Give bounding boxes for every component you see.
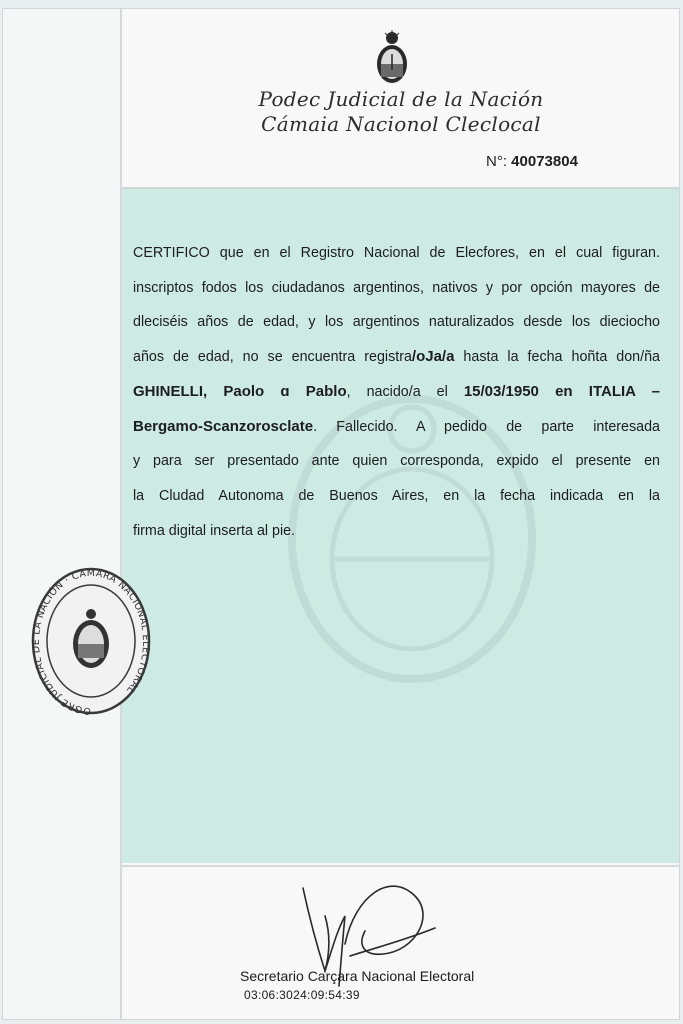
chamber-name: Cámaia Nacionol Cleclocal	[261, 112, 541, 136]
national-crest-icon	[371, 30, 413, 88]
person-name: GHINELLI, Paolo ɑ Pablo	[133, 382, 347, 400]
seal-text: OGRE JUDICIAL DE LA NACIÓN · CAMARA NACIONAL ELECTORAL	[31, 567, 152, 716]
signer-title: Secretario Carçara Nacional Electoral	[240, 968, 475, 984]
signature-timestamp: 03:06:3024:09:54:39	[244, 988, 360, 1002]
court-name: Podec Judicial de la Nación	[258, 87, 544, 111]
certificate-sheet	[2, 8, 680, 1020]
left-margin-strip	[3, 9, 122, 1019]
cert-line: Bergamo-Scanzorosclate. Fallecido. A pedido de parte interesada	[133, 417, 660, 435]
cert-line: años de edad, no se encuentra registra/oJa/a hasta la fecha hoñta don/ña	[133, 348, 660, 366]
certificate-text	[133, 236, 660, 548]
cert-line: la Cludad Autonoma de Buenos Aires, en la fecha indicada en la	[133, 487, 660, 504]
cert-line: inscriptos fodos los ciudadanos argentinos, nativos y por opción mayores de	[133, 279, 660, 296]
cert-line-person: GHINELLI, Paolo ɑ Pablo, nacido/a el 15/03/1950 en ITALIA –	[133, 382, 661, 400]
cert-line: CERTIFICO que en el Registro Nacional de Elecfores, en el cual figuran.	[133, 245, 660, 261]
certificate-number	[486, 153, 578, 170]
number-label: N°:	[486, 153, 507, 170]
birth-town: Bergamo-Scanzorosclate	[133, 417, 314, 435]
number-value: 40073804	[511, 153, 578, 170]
birth-date-place: 15/03/1950 en ITALIA –	[463, 382, 661, 400]
cert-line: dleciséis años de edad, y los argentinos naturalizados desde los dieciocho	[133, 314, 660, 331]
cert-line: y para ser presentado ante quien corresponda, expido el presente en	[133, 453, 660, 470]
certificate-body	[122, 189, 679, 863]
cert-line: firma digital inserta al pie.	[133, 522, 296, 539]
official-seal-icon	[30, 566, 152, 716]
